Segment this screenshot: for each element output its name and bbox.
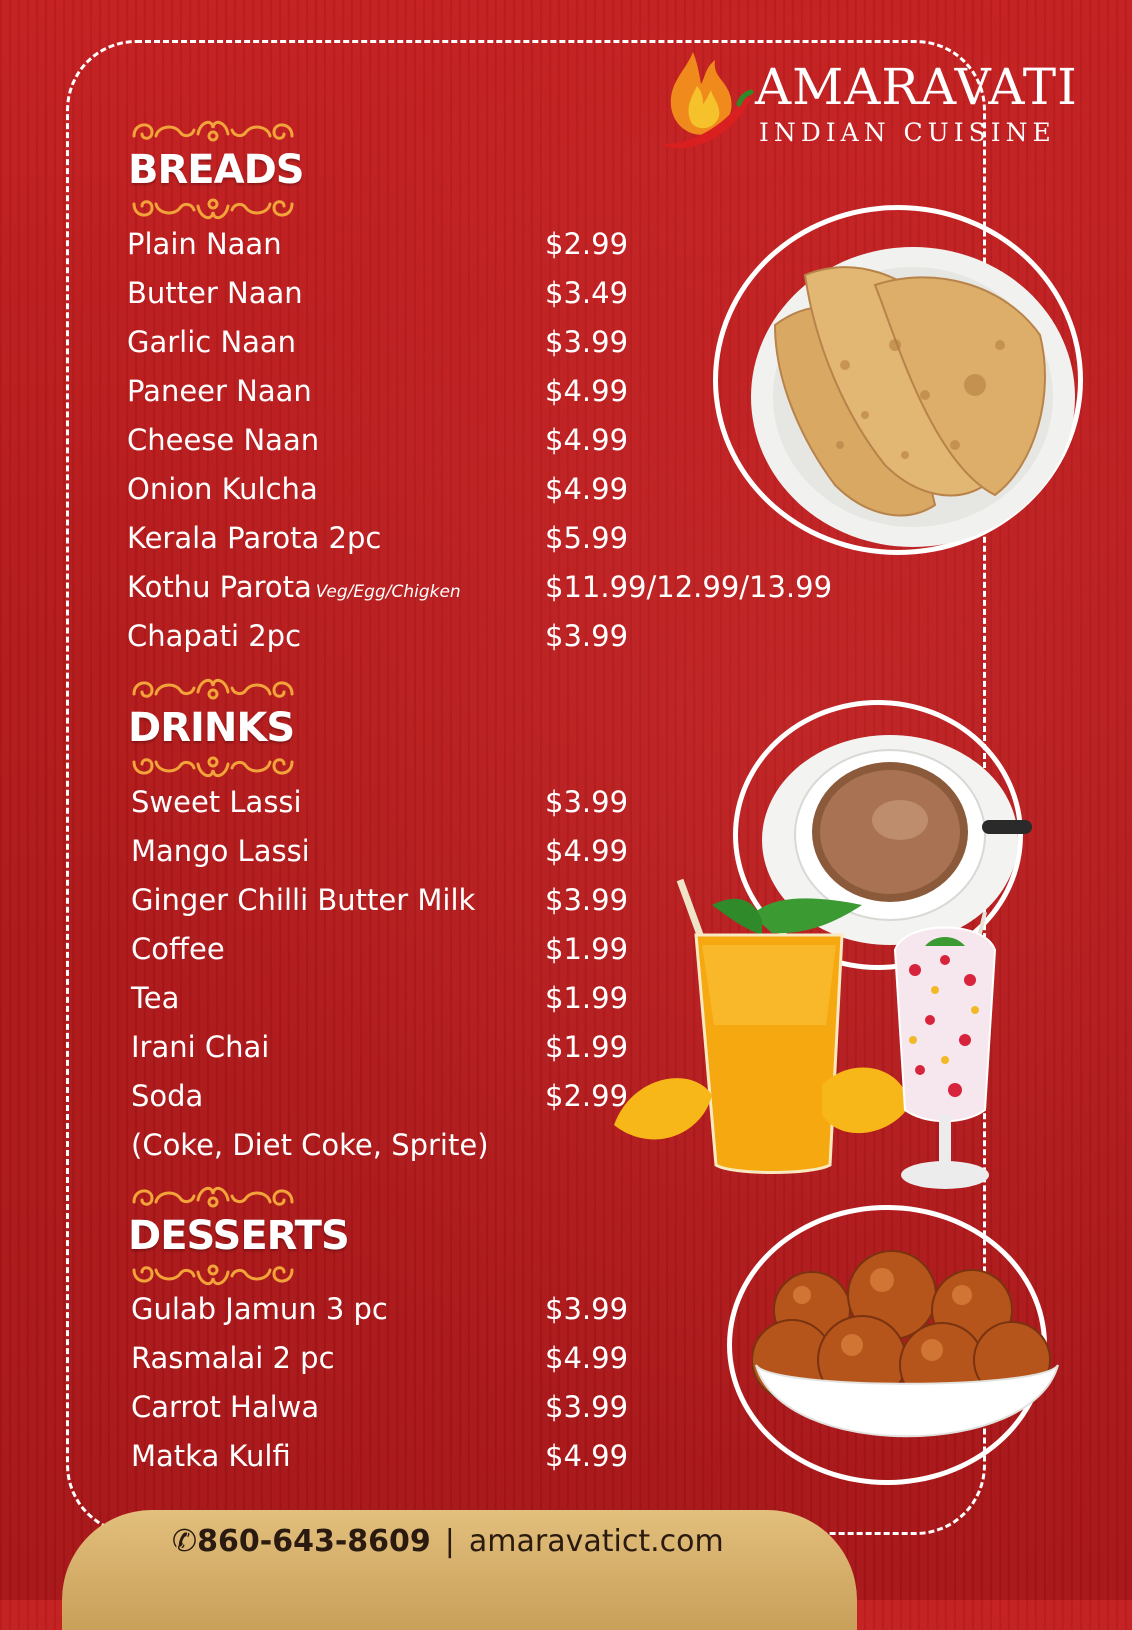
item-price: $1.99 <box>545 1030 629 1064</box>
item-price: $3.99 <box>545 883 629 917</box>
falooda-glass-image <box>885 910 1005 1200</box>
brand-logo <box>655 46 1078 156</box>
item-price: $4.99 <box>545 1341 629 1375</box>
brand-subtitle: INDIAN CUISINE <box>759 118 1056 147</box>
ornament-top-icon <box>128 672 298 704</box>
item-price: $3.99 <box>545 1292 629 1326</box>
website-link[interactable]: amaravatict.com <box>468 1524 724 1559</box>
contact-separator: | <box>444 1524 455 1559</box>
ornament-top-icon <box>128 1180 298 1212</box>
item-price: $4.99 <box>545 472 629 506</box>
item-price: $4.99 <box>545 1439 629 1473</box>
item-price: $3.99 <box>545 325 629 359</box>
section-title-breads: BREADS <box>128 147 304 193</box>
phone-icon: ✆ <box>172 1524 198 1559</box>
item-price: $3.99 <box>545 619 629 653</box>
section-header-drinks <box>128 672 298 784</box>
item-price: $3.49 <box>545 276 629 310</box>
chili-flame-icon <box>655 46 755 156</box>
item-price: $2.99 <box>545 227 629 261</box>
item-note: Veg/Egg/Chigken <box>315 582 461 602</box>
item-price: $4.99 <box>545 423 629 457</box>
item-price: $2.99 <box>545 1079 629 1113</box>
item-price: $5.99 <box>545 521 629 555</box>
section-header-desserts <box>128 1180 349 1292</box>
section-title-desserts: DESSERTS <box>128 1213 349 1259</box>
contact-line <box>172 1522 724 1562</box>
item-price: $11.99/12.99/13.99 <box>545 570 833 604</box>
section-header-breads <box>128 114 304 226</box>
section-title-drinks: DRINKS <box>128 705 295 751</box>
item-price: $3.99 <box>545 785 629 819</box>
item-name: Kothu Parota <box>127 570 312 604</box>
item-price: $3.99 <box>545 1390 629 1424</box>
footer-bar <box>62 1510 857 1630</box>
item-price: $1.99 <box>545 932 629 966</box>
mango-juice-image <box>612 875 912 1195</box>
brand-name: AMARAVATI <box>755 58 1078 116</box>
gulab-jamun-bowl-image <box>752 1240 1062 1480</box>
item-price: $1.99 <box>545 981 629 1015</box>
item-price: $4.99 <box>545 374 629 408</box>
chapati-plate-image <box>745 245 1080 555</box>
ornament-top-icon <box>128 114 298 146</box>
phone-number[interactable]: 860-643-8609 <box>197 1524 431 1559</box>
item-price: $4.99 <box>545 834 629 868</box>
